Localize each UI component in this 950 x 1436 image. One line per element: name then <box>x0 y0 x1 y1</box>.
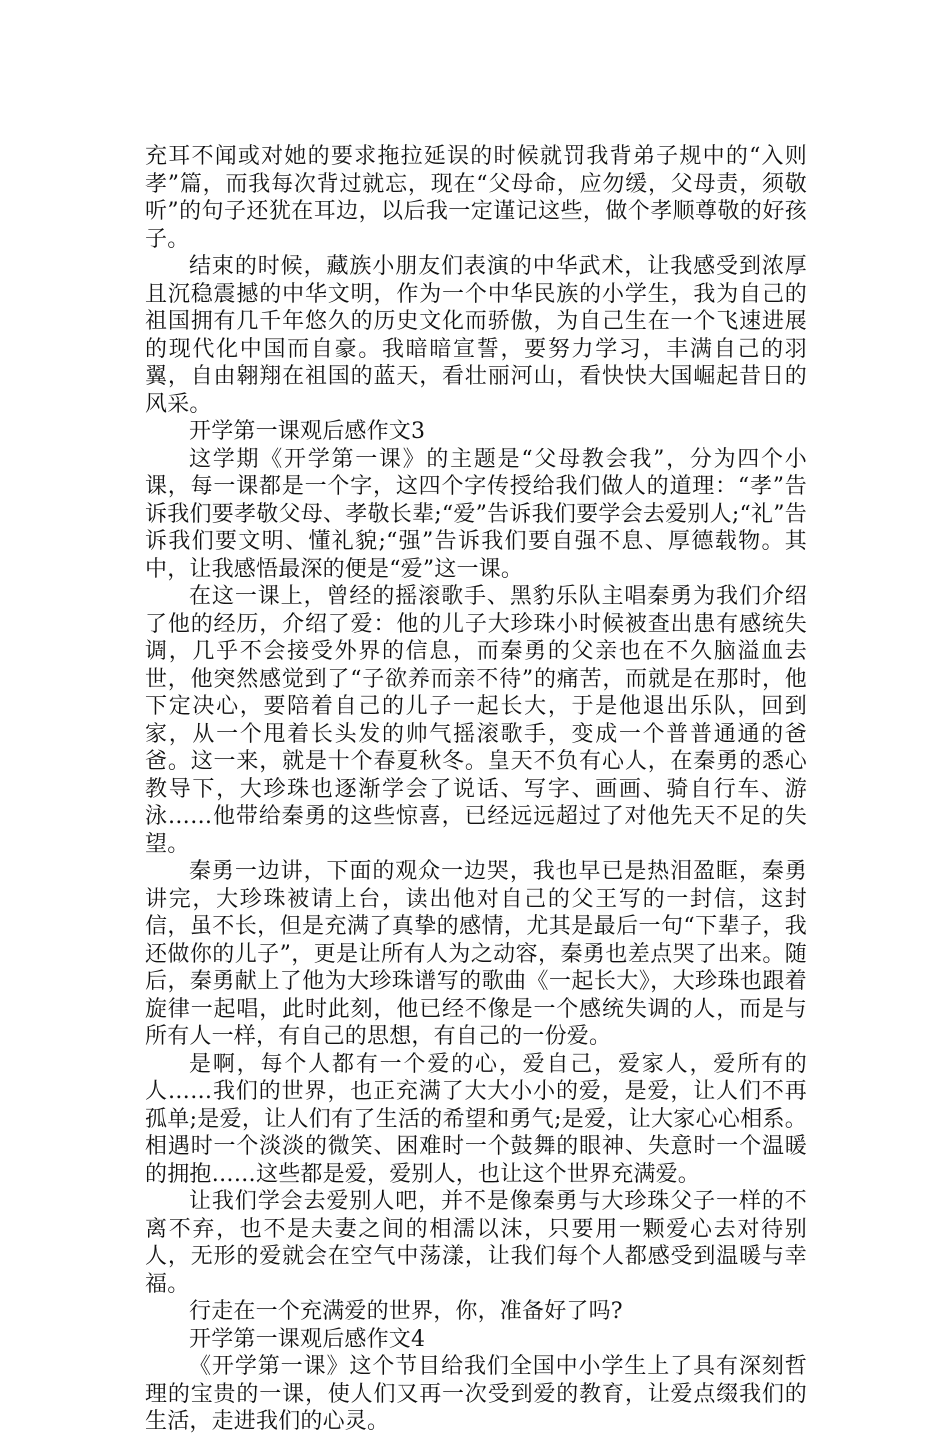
paragraph-5: 秦勇一边讲，下面的观众一边哭，我也早已是热泪盈眶，秦勇讲完，大珍珠被请上台，读出他对自己的父王写的一封信，这封信，虽不长，但是充满了真挚的感情，尤其是最后一句“下辈子，我还做你的儿子”，更是让所有人为之动容，秦勇也差点哭了出来。随后，秦勇献上了他为大珍珠谱写的歌曲《一起长大》，大珍珠也跟着旋律一起唱，此时此刻，他已经不像是一个感统失调的人，而是与所有人一样，有自己的思想，有自己的一份爱。 <box>145 859 807 1049</box>
paragraph-8: 行走在一个充满爱的世界，你，准备好了吗? <box>189 1299 623 1324</box>
paragraph-9: 《开学第一课》这个节目给我们全国中小学生上了具有深刻哲理的宝贵的一课，使人们又再一次受到爱的教育，让爱点缀我们的生活，走进我们的心灵。 <box>145 1354 807 1434</box>
paragraph-1: 充耳不闻或对她的要求拖拉延误的时候就罚我背弟子规中的“入则孝”篇，而我每次背过就忘，现在“父母命，应勿缓，父母责，须敬听”的句子还犹在耳边，以后我一定谨记这些，做个孝顺尊敬的好孩子。 <box>145 144 807 252</box>
paragraph-3: 这学期《开学第一课》的主题是“父母教会我”，分为四个小课，每一课都是一个字，这四个字传授给我们做人的道理：“孝”告诉我们要孝敬父母、孝敬长辈;“爱”告诉我们要学会去爱别人;“礼”告诉我们要文明、懂礼貌;“强”告诉我们要自强不息、厚德载物。其中，让我感悟最深的便是“爱”这一课。 <box>145 446 807 582</box>
paragraph-2: 结束的时候，藏族小朋友们表演的中华武术，让我感受到浓厚且沉稳震撼的中华文明，作为一个中华民族的小学生，我为自己的祖国拥有几千年悠久的历史文化而骄傲，为自己生在一个飞速进展的现代化中国而自豪。我暗暗宣誓，要努力学习，丰满自己的羽翼，自由翱翔在祖国的蓝天，看壮丽河山，看快快大国崛起昔日的风采。 <box>145 254 807 417</box>
document-page <box>145 143 807 1436</box>
section-heading-4: 开学第一课观后感作文4 <box>189 1326 426 1352</box>
paragraph-4: 在这一课上，曾经的摇滚歌手、黑豹乐队主唱秦勇为我们介绍了他的经历，介绍了爱：他的儿子大珍珠小时候被查出患有感统失调，几乎不会接受外界的信息，而秦勇的父亲也在不久脑溢血去世，他突然感觉到了“子欲养而亲不待”的痛苦，而就是在那时，他下定决心，要陪着自己的儿子一起长大，于是他退出乐队，回到家，从一个甩着长头发的帅气摇滚歌手，变成一个普普通通的爸爸。这一来，就是十个春夏秋冬。皇天不负有心人，在秦勇的悉心教导下，大珍珠也逐渐学会了说话、写字、画画、骑自行车、游泳……他带给秦勇的这些惊喜，已经远远超过了对他先天不足的失望。 <box>145 584 807 857</box>
section-heading-3: 开学第一课观后感作文3 <box>189 419 426 444</box>
paragraph-6: 是啊，每个人都有一个爱的心，爱自己，爱家人，爱所有的人……我们的世界，也正充满了大大小小的爱，是爱，让人们不再孤单;是爱，让人们有了生活的希望和勇气;是爱，让大家心心相系。相遇时一个淡淡的微笑、困难时一个鼓舞的眼神、失意时一个温暖的拥抱……这些都是爱，爱别人，也让这个世界充满爱。 <box>145 1051 807 1187</box>
paragraph-7: 让我们学会去爱别人吧，并不是像秦勇与大珍珠父子一样的不离不弃，也不是夫妻之间的相濡以沫，只要用一颗爱心去对待别人，无形的爱就会在空气中荡漾，让我们每个人都感受到温暖与幸福。 <box>145 1189 807 1297</box>
